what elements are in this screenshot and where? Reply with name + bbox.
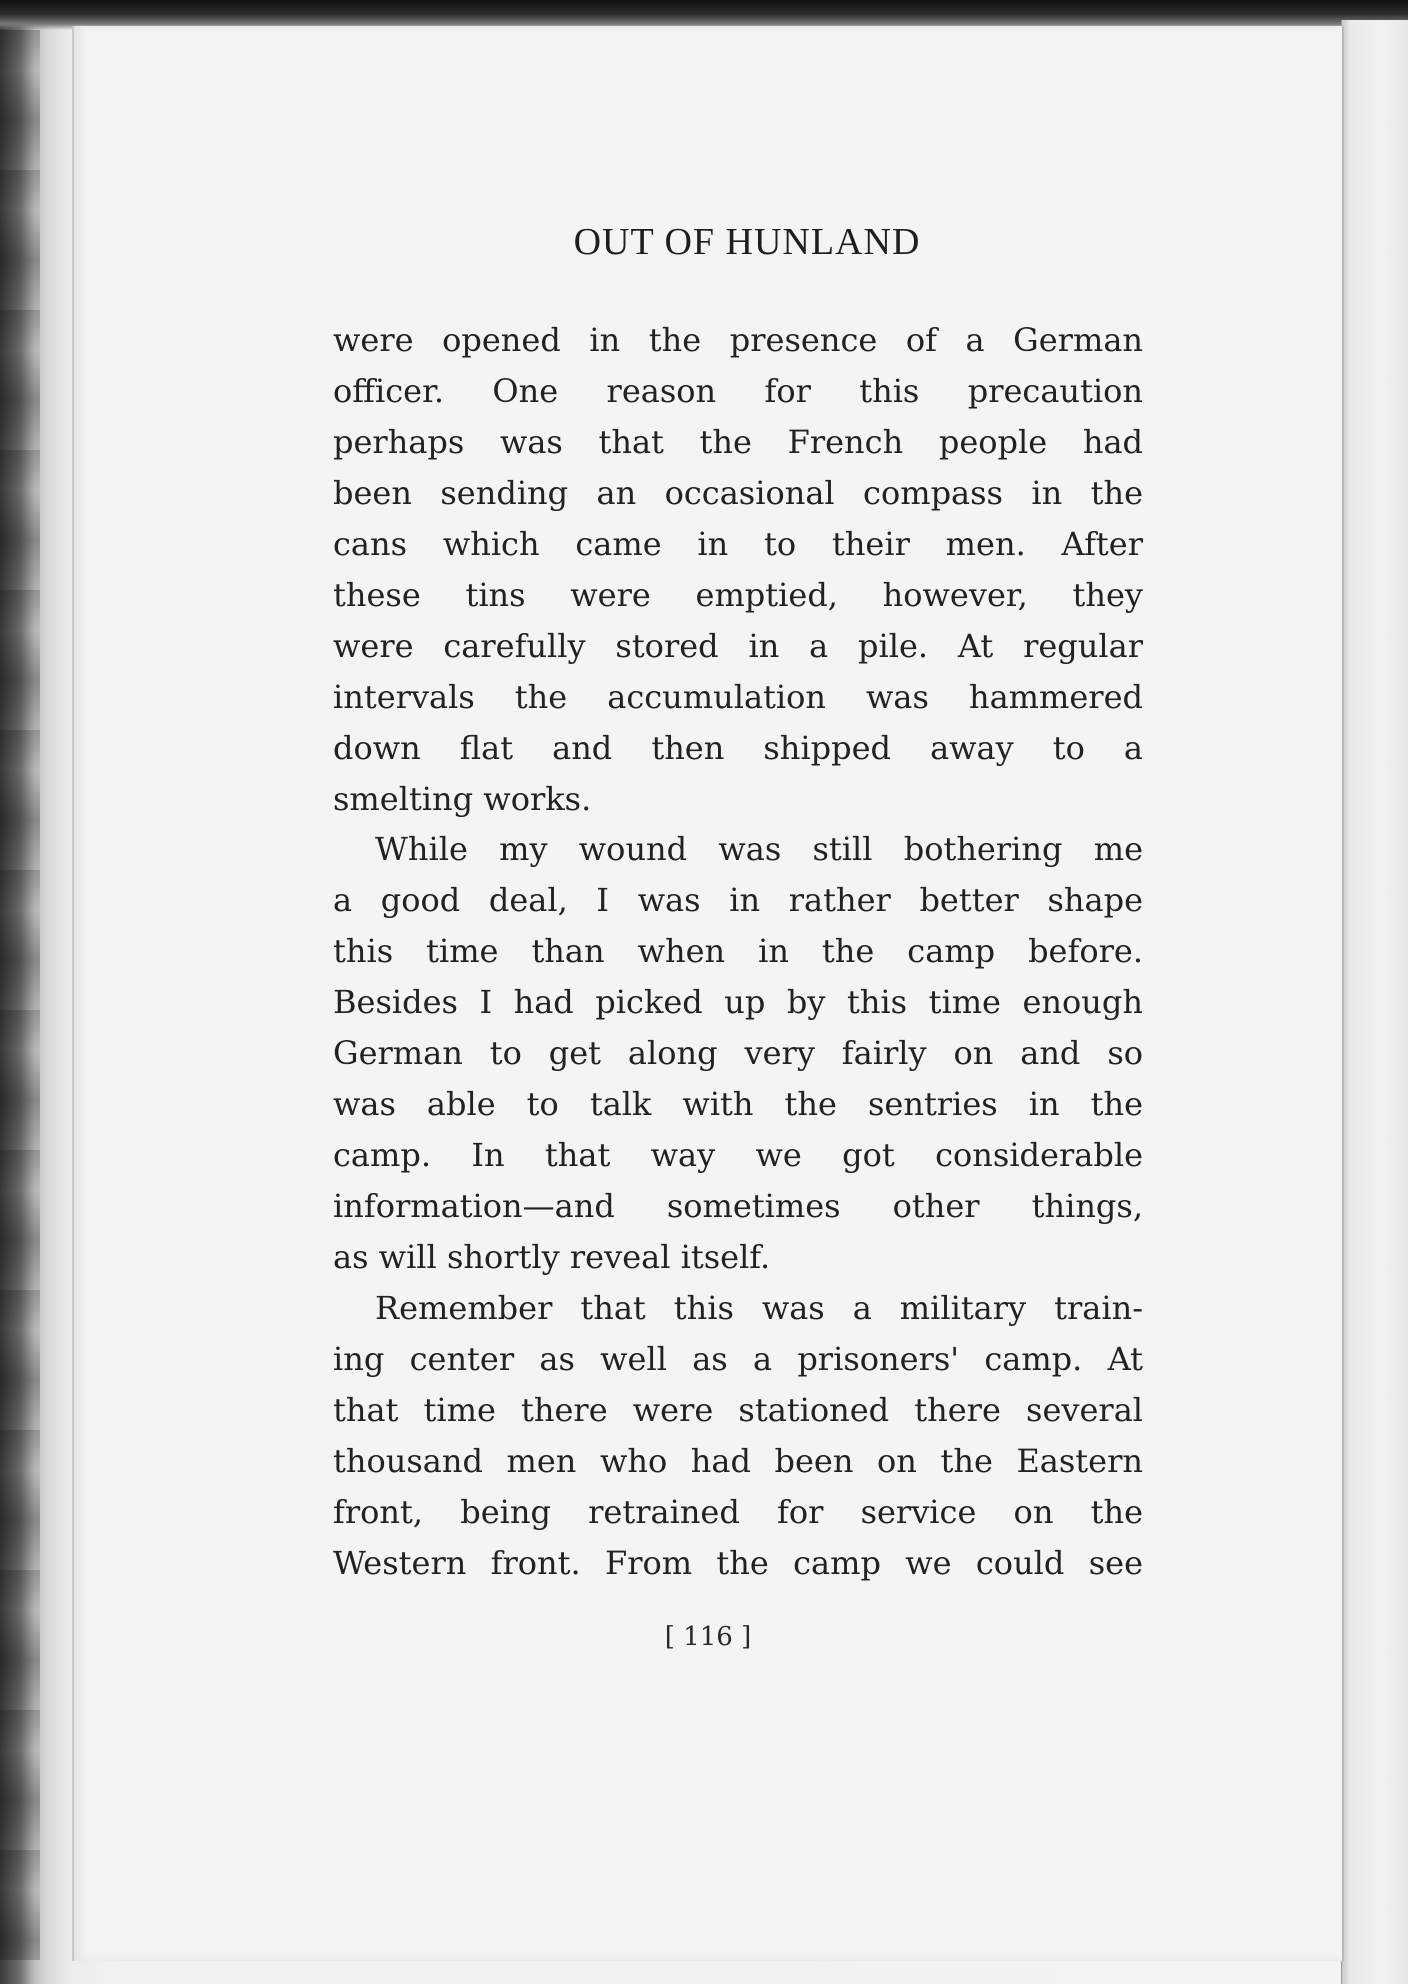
text-line: smelting works. (333, 780, 592, 818)
text-line: a good deal, I was in rather better shape (333, 881, 1143, 919)
text-line: Remember that this was a military train- (375, 1289, 1143, 1327)
text-line: perhaps was that the French people had (333, 423, 1143, 461)
text-line: thousand men who had been on the Eastern (333, 1442, 1143, 1480)
text-line: were carefully stored in a pile. At regular (333, 627, 1143, 665)
text-line: were opened in the presence of a German (333, 321, 1143, 359)
text-line: German to get along very fairly on and so (333, 1034, 1143, 1072)
text-line: as will shortly reveal itself. (333, 1238, 771, 1276)
text-line: Western front. From the camp we could see (333, 1544, 1143, 1582)
text-line: down flat and then shipped away to a (333, 729, 1143, 767)
page-number: [ 116 ] (664, 1622, 752, 1652)
text-line: that time there were stationed there several (333, 1391, 1143, 1429)
text-line: ing center as well as a prisoners' camp. At (333, 1340, 1143, 1378)
paragraph (333, 1283, 1143, 1589)
text-line: been sending an occasional compass in the (333, 474, 1143, 512)
paragraph (333, 824, 1143, 1283)
text-line: officer. One reason for this precaution (333, 372, 1143, 410)
text-line: these tins were emptied, however, they (333, 576, 1143, 614)
text-line: information—and sometimes other things, (333, 1187, 1143, 1225)
text-line: this time than when in the camp before. (333, 932, 1143, 970)
text-line: front, being retrained for service on the (333, 1493, 1143, 1531)
text-line: cans which came in to their men. After (333, 525, 1143, 563)
text-line: Besides I had picked up by this time enough (333, 983, 1143, 1021)
book-spine-edge (0, 30, 40, 1960)
running-head: OUT OF HUNLAND (573, 221, 921, 263)
text-line: intervals the accumulation was hammered (333, 678, 1143, 716)
paragraph (333, 315, 1143, 825)
text-line: While my wound was still bothering me (375, 830, 1143, 868)
text-line: was able to talk with the sentries in the (333, 1085, 1143, 1123)
text-line: camp. In that way we got considerable (333, 1136, 1143, 1174)
facing-page-edge (1341, 20, 1408, 1984)
